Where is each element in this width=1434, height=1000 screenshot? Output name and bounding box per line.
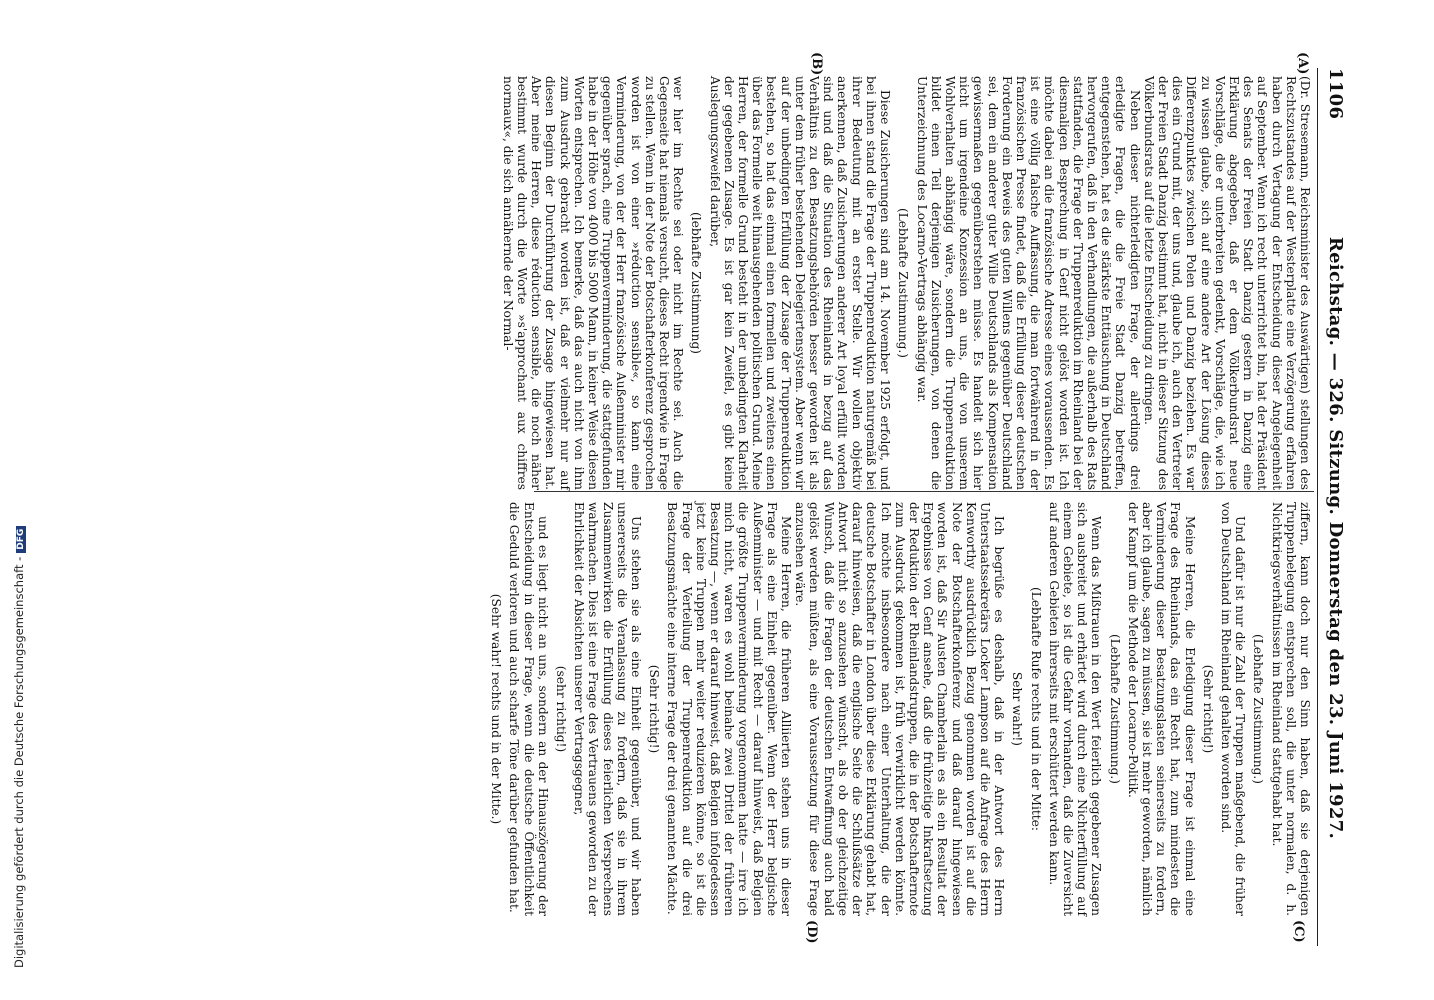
interjection: (sehr richtig!) <box>554 665 569 753</box>
interjection: (Sehr wahr! rechts und in der Mitte.) <box>489 593 504 825</box>
right-column <box>485 502 1312 916</box>
left-column <box>501 76 1312 490</box>
interjection: (Sehr richtig!) <box>1200 664 1215 754</box>
paragraph: Meine Herren, die früheren Alliierten stehen uns in dieser Frage als eine Einheit gegenüber. Wenn der Herr belgische Außenminister — und mit Recht — darauf hinweist, daß Belgien die größte Truppenverminderung vorgenommen hatte — irre ich mich nicht, waren es wohl beinahe zwei Drittel der früheren Besatzung —, wenn er darauf hinweist, daß Belgien infolgedessen jetzt keine Truppen mehr weiter reduzieren könne, so ist die Frage der Verteilung der Truppenreduktion auf die drei Besatzungsmächte eine interne Frage der drei genannten Mächte. <box>665 502 794 916</box>
interjection: (lebhafte Zustimmung) <box>689 211 704 354</box>
paragraph: Und dafür ist nur die Zahl der Truppen maßgebend, die früher von Deutschland im Rheinland gehalten worden sind. <box>1218 502 1248 916</box>
paragraph: und es liegt nicht an uns, sondern an der Hinauszögerung der Entscheidung in dieser Frage, wenn die deutsche Öffentlichkeit die Geduld verloren und auch scharfe Töne darüber gefunden hat. <box>507 502 550 916</box>
margin-mark-c: (C) <box>1291 920 1306 943</box>
page-header <box>1320 68 1346 948</box>
interjection: (Lebhafte Zustimmung.) <box>1107 633 1122 785</box>
header-rule <box>1317 68 1318 946</box>
column-divider <box>534 491 1314 492</box>
page-title: Reichstag. — 326. Sitzung. Donnerstag den 23. Juni 1927. <box>1325 236 1346 840</box>
digitization-stamp <box>12 526 26 968</box>
paragraph: Diese Zusicherungen sind am 14. November 1925 erfolgt, und bei ihnen stand die Frage der Truppenreduktion naturgemäß bei ihrer Bedeutung mit an erster Stelle. Wir wollen objektiv anerkennen, daß Zusicherungen anderer Art loyal erfüllt worden sind und daß die Situation des Rheinlands in bezug auf das Verhältnis zu den Besatzungsbehörden besser geworden ist als unter dem früher bestehenden Delegiertensystem. Aber wenn wir auf der unbedingten Erfüllung der Zusage der Truppenreduktion bestehen, so hat das einmal einen formellen und zweitens einen über das Formelle weit hinausgehenden politischen Grund. Meine Herren, der formelle Grund besteht in der unbedingten Klarheit der gegebenen Zusage. Es ist gar kein Zweifel, es gibt keine Auslegungszweifel darüber, <box>707 76 893 490</box>
page-number: 1106 <box>1325 68 1346 120</box>
paragraph: Uns stehen sie als eine Einheit gegenüber, und wir haben unsererseits die Veranlassung zu fordern, daß sie in ihrem Zusammenwirken die Erfüllung dieses feierlichen Versprechens wahrmachen. Dies ist eine Frage des Vertrauens geworden zu der Ehrlichkeit der Absichten unserer Vertragsgegner, <box>572 502 644 916</box>
paragraph: ziffern, kann doch nur den Sinn haben, daß sie derjenigen Truppenbelegung entsprechen soll, die unter normalen, d. h. Nichtkriegsverhältnissen im Rheinland stattgehabt hat. <box>1269 502 1312 916</box>
interjection: (Lebhafte Zustimmung.) <box>896 207 911 359</box>
margin-mark-a: (A) <box>1295 52 1310 75</box>
paragraph: Wenn das Mißtrauen in den Wert feierlich gegebener Zusagen sich ausbreitet und erhärtet wird durch eine Nichterfüllung auf einem Gebiete, so ist die Gefahr vorhanden, daß die Zuversicht auf anderen Gebieten ihrerseits mit erschüttert werden kann. <box>1046 502 1104 916</box>
interjection: (Lebhafte Rufe rechts und in der Mitte: <box>1028 586 1043 832</box>
interjection: Sehr wahr!) <box>1010 671 1025 747</box>
paragraph: Neben dieser nichterledigten Frage, der allerdings drei erledigte Fragen, die die Freie Stadt Danzig betreffen, entgegenstehen, hat es die stärkste Enttäuschung in Deutschland hervorgerufen, daß in den Verhandlungen, die außerhalb des Rats stattfanden, die Frage der Truppenreduktion im Rheinland bei der diesmaligen Besprechung in Genf nicht gelöst worden ist. Ich möchte dabei an die französische Adresse eines voraussenden. Es ist eine völlig falsche Auffassung, die man fortwährend in der französischen Presse findet, daß die Erfüllung dieser deutschen Forderung ein Beweis des guten Willens gegenüber Deutschland sei, dem ein anderer guter Wille Deutschlands als Kompensation gewissermaßen gegenüberstehen müsse. Es handelt sich hier nicht um irgendeine Konzession an uns, die von unserem Wohlverhalten abhängig wäre, sondern die Truppenreduktion bildet einen Teil derjenigen Zusicherungen, von denen die Unterzeichnung des Locarno-Vertrags abhängig war. <box>914 76 1142 490</box>
margin-mark-d: (D) <box>804 920 819 944</box>
margin-mark-b: (B) <box>809 52 824 76</box>
dfg-logo: DFG <box>16 526 26 553</box>
interjection: (Sehr richtig!) <box>647 664 662 754</box>
interjection: (Lebhafte Zustimmung.) <box>1251 633 1266 785</box>
stamp-text: Digitalisierung gefördert durch die Deutsche Forschungsgemeinschaft - <box>12 556 26 968</box>
paragraph: (Dr. Stresemann, Reichsminister des Auswärtigen) stellungen des Rechtszustandes auf der Westerplatte eine Verzögerung erfahren haben durch Vertagung der Entscheidung dieser Angelegenheit auf September. Wenn ich recht unterrichtet bin, hat der Präsident des Senats der Freien Stadt Danzig gestern in Danzig eine Erklärung abgegeben, daß er dem Völkerbundsrat neue Vorschläge, die er unterbreiten gedenkt, Vorschläge, die, wie ich zu wissen glaube, sich auf eine andere Art der Lösung dieses Differenzpunktes zwischen Polen und Danzig beziehen. Es war dies ein Grund mit, der uns und, glaube ich, auch den Vertreter der Freien Stadt Danzig bestimmt hat, nicht in dieser Sitzung des Völkerbundsrats auf die letzte Entscheidung zu dringen. <box>1141 76 1312 490</box>
paragraph: Ich begrüße es deshalb, daß in der Antwort des Herrn Unterstaatssekretärs Locker Lampson auf die Anfrage des Herrn Kenworthy ausdrücklich Bezug genommen worden ist auf die Note der Botschafterkonferenz und daß darauf hingewiesen worden ist, daß Sir Austen Chamberlain es als ein Resultat der Ergebnisse von Genf ansehe, daß die frühzeitige Inkraftsetzung der Reduktion der Rheinlandstruppen, die in der Botschafternote zum Ausdruck gekommen ist, früh verwirklicht werden könnte. Ich möchte insbesondere nach einer Unterhaltung, die der deutsche Botschafter in London über diese Erklärung gehabt hat, darauf hinweisen, daß die englische Seite die Schlußsätze der Antwort nicht so anzusehen wünscht, als ob der gleichzeitige Wunsch, daß die Fragen der deutschen Entwaffnung auch bald gelöst werden müßten, als eine Voraussetzung für diese Frage anzusehen wäre. <box>793 502 1007 916</box>
paragraph: wer hier im Rechte sei oder nicht im Rechte sei. Auch die Gegenseite hat niemals versucht, dieses Recht irgendwie in Frage zu stellen. Wenn in der Note der Botschafterkonferenz gesprochen worden ist von einer »réduction sensible«, so kann eine Verminderung, von der der Herr französische Außenminister mir gegenüber sprach, eine Truppenverminderung, die stattgefunden habe in der Höhe von 4000 bis 5000 Mann, in keiner Weise diesen Worten entsprechen. Ich bemerke, daß das auch nicht von ihm zum Ausdruck gebracht worden ist, daß er vielmehr nur auf diesen Beginn der Durchführung der Zusage hingewiesen hat. Aber meine Herren, diese réduction sensible, die noch näher bestimmt wurde durch die Worte »s'approchant aux chiffres normaux«, die sich annähernde der Normal- <box>500 76 686 490</box>
paragraph: Meine Herren, die Erledigung dieser Frage ist einmal eine Frage des Rheinlands, das ein Recht hat, zum mindesten die Verminderung dieser Besatzungslasten seinerseits zu fordern, aber ich glaube, sagen zu müssen, sie ist mehr geworden, nämlich der Kampf um die Methode der Locarno-Politik. <box>1125 502 1197 916</box>
